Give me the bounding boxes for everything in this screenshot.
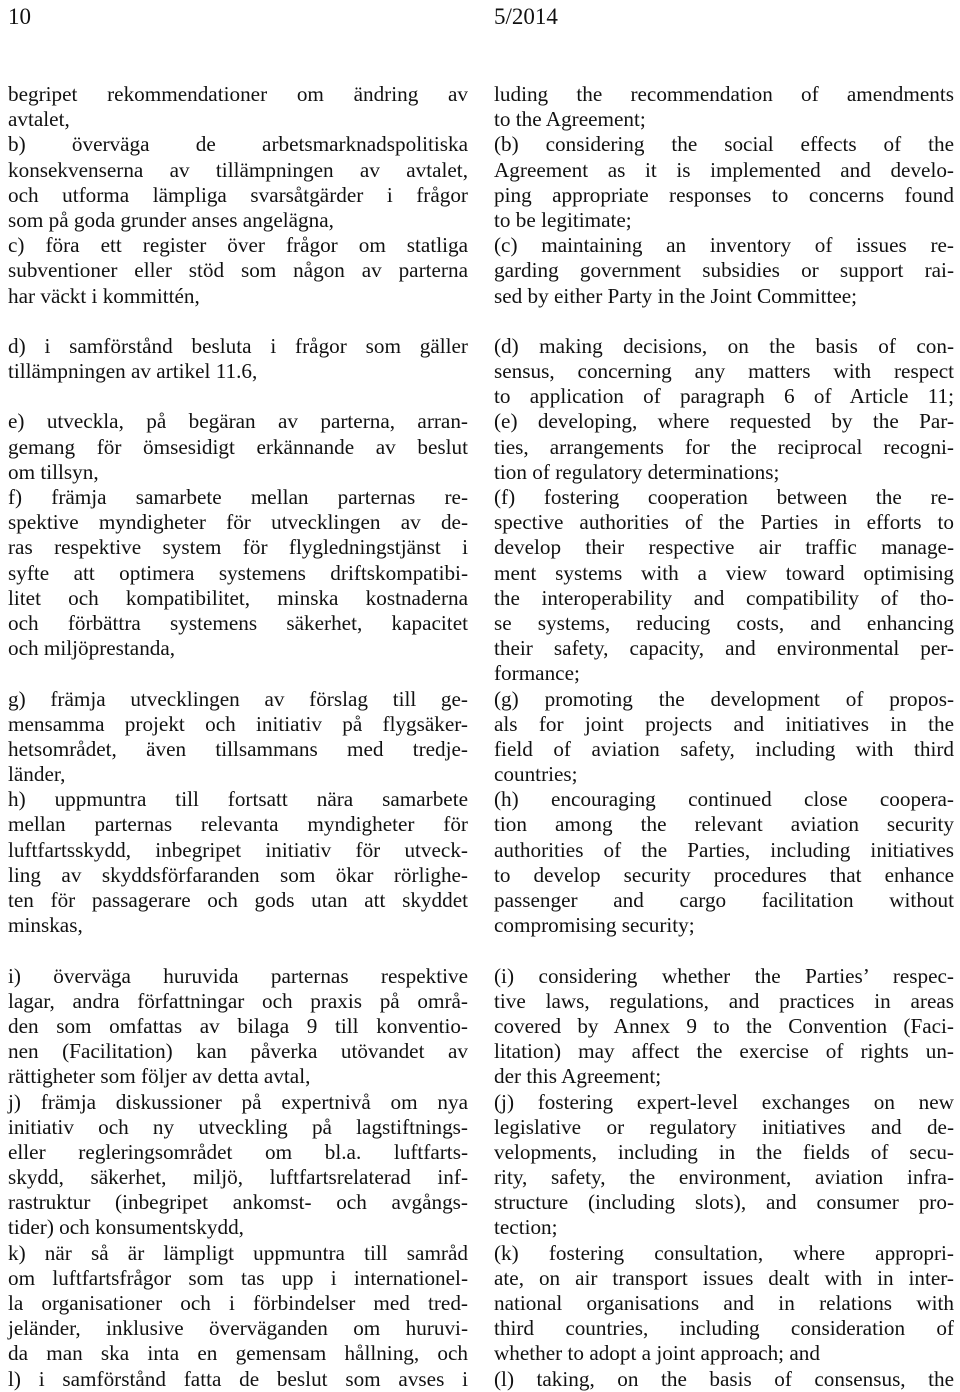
text-line: formance; bbox=[494, 661, 580, 686]
text-line: (d) making decisions, on the basis of con- bbox=[494, 333, 954, 358]
issue-number: 5/2014 bbox=[494, 4, 558, 29]
text-line: litet och kompatibilitet, minska kostnaderna bbox=[8, 585, 468, 610]
text-line: och förbättra systemens säkerhet, kapacitet bbox=[8, 610, 468, 635]
text-line: minskas, bbox=[8, 913, 83, 938]
text-line: covered by Annex 9 to the Convention (Faci- bbox=[494, 1013, 954, 1038]
text-line: compromising security; bbox=[494, 913, 695, 938]
text-line: länder, bbox=[8, 762, 66, 787]
text-line: (b) considering the social effects of the bbox=[494, 132, 954, 157]
text-line: sed by either Party in the Joint Committee; bbox=[494, 283, 858, 308]
text-line: Agreement as it is implemented and develo- bbox=[494, 157, 954, 182]
text-line: rättigheter som följer av detta avtal, bbox=[8, 1064, 311, 1089]
text-line: develop their respective air traffic manage- bbox=[494, 535, 954, 560]
text-line: luding the recommendation of amendments bbox=[494, 82, 954, 106]
text-line: i) överväga huruvida parternas respektive bbox=[8, 963, 468, 988]
text-line: authorities of the Parties, including initiatives bbox=[494, 837, 954, 862]
text-line: avtalet, bbox=[8, 107, 70, 132]
text-line: countries; bbox=[494, 762, 578, 787]
text-line: g) främja utvecklingen av förslag till ge- bbox=[8, 686, 468, 711]
text-line: whether to adopt a joint approach; and bbox=[494, 1341, 820, 1366]
text-line: och utforma lämpliga svarsåtgärder i frågor bbox=[8, 182, 468, 207]
text-line: lagar, andra författningar och praxis på områ- bbox=[8, 988, 468, 1013]
text-line: som på goda grunder anses angelägna, bbox=[8, 207, 334, 232]
text-line: subventioner eller stöd som någon av parterna bbox=[8, 258, 468, 283]
text-line: ping appropriate responses to concerns found bbox=[494, 182, 954, 207]
text-line: legislative or regulatory initiatives and de- bbox=[494, 1114, 954, 1139]
text-line: spektive myndigheter för utvecklingen av de- bbox=[8, 510, 468, 535]
paragraph-gap bbox=[494, 938, 954, 963]
text-line: e) utveckla, på begäran av parterna, arran- bbox=[8, 409, 468, 434]
paragraph-gap bbox=[8, 938, 468, 963]
text-line: k) när så är lämpligt uppmuntra till samråd bbox=[8, 1240, 468, 1265]
text-line: har väckt i kommittén, bbox=[8, 283, 200, 308]
text-line: tillämpningen av artikel 11.6, bbox=[8, 359, 258, 384]
text-line: tion among the relevant aviation security bbox=[494, 812, 954, 837]
text-line: om luftfartsfrågor som tas upp i internationel- bbox=[8, 1265, 468, 1290]
text-line: ten för passagerare och gods utan att skyddet bbox=[8, 888, 468, 912]
text-line: garding government subsidies or support rai- bbox=[494, 258, 954, 283]
text-line: to application of paragraph 6 of Article 11; bbox=[494, 384, 954, 409]
text-line: velopments, including in the fields of secu- bbox=[494, 1139, 954, 1164]
text-line: passenger and cargo facilitation without bbox=[494, 888, 954, 912]
text-line: j) främja diskussioner på expertnivå om nya bbox=[8, 1089, 468, 1114]
text-line: mensamma projekt och initiativ på flygsäker- bbox=[8, 711, 468, 736]
text-line: (j) fostering expert-level exchanges on new bbox=[494, 1089, 954, 1114]
text-line: field of aviation safety, including with third bbox=[494, 736, 954, 761]
text-line: spective authorities of the Parties in efforts to bbox=[494, 510, 954, 535]
swedish-text-column bbox=[8, 82, 468, 1392]
text-line: ties, arrangements for the reciprocal recogni- bbox=[494, 434, 954, 459]
text-line: eller regleringsområdet om bl.a. luftfarts- bbox=[8, 1139, 468, 1164]
text-line: (g) promoting the development of propos- bbox=[494, 686, 954, 711]
text-line: tion of regulatory determinations; bbox=[494, 459, 780, 484]
text-line: skydd, säkerhet, miljö, luftfartsrelaterad inf- bbox=[8, 1165, 468, 1190]
paragraph-gap bbox=[8, 384, 468, 409]
text-line: c) föra ett register över frågor om statliga bbox=[8, 233, 468, 258]
text-line: och miljöprestanda, bbox=[8, 636, 176, 661]
text-line: l) i samförstånd fatta de beslut som avses i bbox=[8, 1366, 468, 1391]
text-line: der this Agreement; bbox=[494, 1064, 662, 1089]
text-line: the interoperability and compatibility of tho- bbox=[494, 585, 954, 610]
text-line: to the Agreement; bbox=[494, 107, 646, 132]
text-line: h) uppmuntra till fortsatt nära samarbete bbox=[8, 787, 468, 812]
text-line: tive laws, regulations, and practices in areas bbox=[494, 988, 954, 1013]
text-line: litation) may affect the exercise of rights un- bbox=[494, 1039, 954, 1064]
text-line: (e) developing, where requested by the Par- bbox=[494, 409, 954, 434]
text-line: (k) fostering consultation, where appropri- bbox=[494, 1240, 954, 1265]
text-line: initiativ och ny utveckling på lagstiftnings- bbox=[8, 1114, 468, 1139]
text-line: third countries, including consideration of bbox=[494, 1316, 954, 1341]
text-line: rity, safety, the environment, aviation infra- bbox=[494, 1165, 954, 1190]
text-line: nen (Facilitation) kan påverka utövandet av bbox=[8, 1039, 468, 1064]
english-text-column bbox=[494, 82, 954, 1392]
text-line: den som omfattas av bilaga 9 till konventio- bbox=[8, 1013, 468, 1038]
text-line: their safety, capacity, and environmental per- bbox=[494, 636, 954, 661]
text-line: syfte att optimera systemens driftskompatibi- bbox=[8, 560, 468, 585]
text-line: la organisationer och i förbindelser med tred- bbox=[8, 1291, 468, 1315]
text-line: begripet rekommendationer om ändring av bbox=[8, 82, 468, 106]
text-line: to develop security procedures that enhance bbox=[494, 862, 954, 887]
text-line: ras respektive system för flygledningstjänst i bbox=[8, 535, 468, 560]
paragraph-gap bbox=[8, 661, 468, 686]
text-line: structure (including slots), and consumer pro- bbox=[494, 1190, 954, 1215]
text-line: rastruktur (inbegripet ankomst- och avgångs- bbox=[8, 1190, 468, 1215]
text-line: b) överväga de arbetsmarknadspolitiska bbox=[8, 132, 468, 157]
text-line: luftfartsskydd, inbegripet initiativ för utveck- bbox=[8, 837, 468, 862]
text-line: f) främja samarbete mellan parternas re- bbox=[8, 485, 468, 509]
text-line: om tillsyn, bbox=[8, 459, 99, 484]
text-line: jeländer, inklusive överväganden om huruvi- bbox=[8, 1316, 468, 1341]
paragraph-gap bbox=[494, 309, 954, 334]
text-line: (l) taking, on the basis of consensus, the bbox=[494, 1366, 954, 1391]
text-line: als for joint projects and initiatives in the bbox=[494, 711, 954, 736]
text-line: tection; bbox=[494, 1215, 558, 1240]
text-line: hetsområdet, även tillsammans med tredje- bbox=[8, 736, 468, 761]
text-line: national organisations and in relations with bbox=[494, 1291, 954, 1315]
text-line: konsekvenserna av tillämpningen av avtalet, bbox=[8, 157, 468, 182]
text-line: tider) och konsumentskydd, bbox=[8, 1215, 244, 1240]
text-line: ment systems with a view toward optimising bbox=[494, 560, 954, 585]
paragraph-gap bbox=[8, 309, 468, 334]
text-line: ate, on air transport issues dealt with in inter- bbox=[494, 1265, 954, 1290]
text-line: sensus, concerning any matters with respect bbox=[494, 359, 954, 384]
text-line: d) i samförstånd besluta i frågor som gäller bbox=[8, 333, 468, 358]
text-line: mellan parternas relevanta myndigheter för bbox=[8, 812, 468, 837]
text-line: ling av skyddsförfaranden som ökar rörlighe- bbox=[8, 862, 468, 887]
text-line: gemang för ömsesidigt erkännande av beslut bbox=[8, 434, 468, 459]
text-line: (c) maintaining an inventory of issues re- bbox=[494, 233, 954, 258]
text-line: (i) considering whether the Parties’ respec- bbox=[494, 963, 954, 988]
text-line: (f) fostering cooperation between the re- bbox=[494, 485, 954, 509]
text-line: to be legitimate; bbox=[494, 207, 632, 232]
text-line: se systems, reducing costs, and enhancing bbox=[494, 610, 954, 635]
page-number: 10 bbox=[8, 4, 31, 29]
text-line: da man ska inta en gemensam hållning, och bbox=[8, 1341, 468, 1366]
page-header bbox=[0, 0, 960, 40]
text-line: (h) encouraging continued close coopera- bbox=[494, 787, 954, 812]
